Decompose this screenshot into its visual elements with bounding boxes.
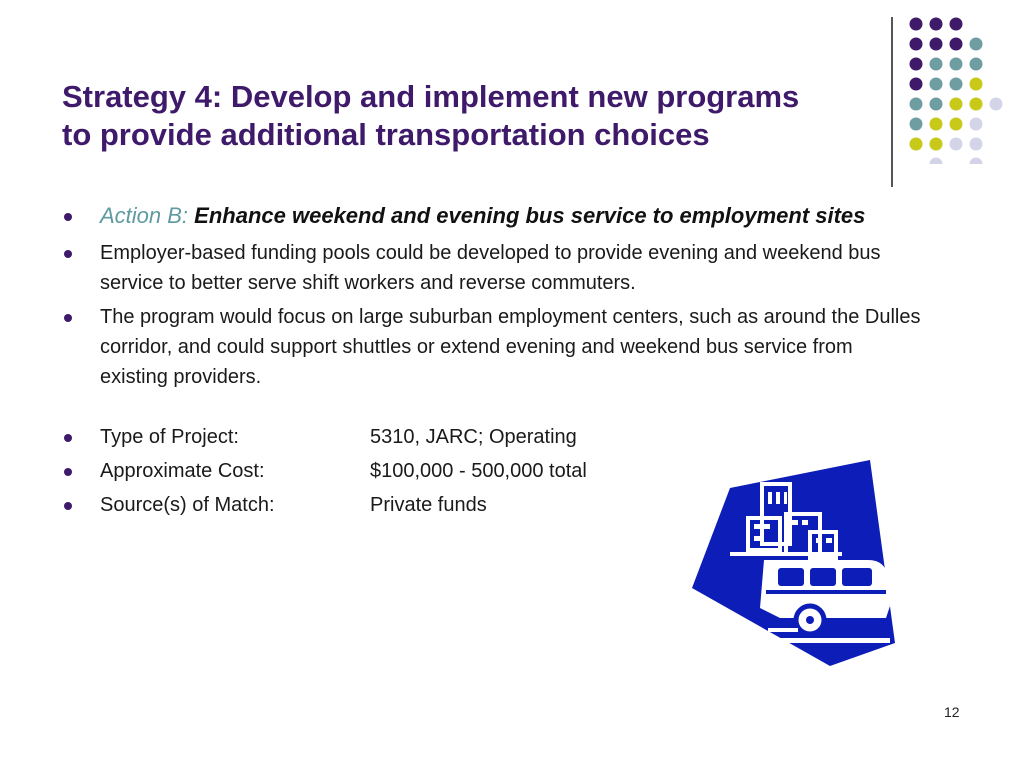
bullet-dot-icon — [64, 434, 72, 442]
slide-title-line-2: to provide additional transportation choices — [62, 117, 710, 152]
bullet-text: The program would focus on large suburban employment centers, such as around the Dulles corridor, and could support shuttles or extend evening and weekend bus service from existing providers. — [100, 306, 921, 388]
bullet-text: Employer-based funding pools could be developed to provide evening and weekend bus service to better serve shift workers and reverse commuters. — [100, 242, 881, 294]
detail-value: 5310, JARC; Operating — [370, 426, 577, 448]
slide-title — [62, 78, 882, 154]
detail-label: Type of Project: — [100, 426, 239, 448]
bullet-dot-icon — [64, 502, 72, 510]
action-label: Action B: — [100, 203, 189, 228]
city-bus-clipart-icon — [690, 458, 905, 668]
detail-value: $100,000 - 500,000 total — [370, 460, 587, 482]
page-number: 12 — [944, 704, 960, 720]
bullet-dot-icon — [64, 250, 72, 258]
slide-title-line-1: Strategy 4: Develop and implement new programs — [62, 79, 800, 114]
bullet-item — [62, 302, 922, 392]
bullet-item — [62, 238, 922, 298]
bullet-dot-icon — [64, 213, 72, 221]
bullet-dot-icon — [64, 468, 72, 476]
bullet-dot-icon — [64, 314, 72, 322]
action-text: Enhance weekend and evening bus service to employment sites — [194, 203, 866, 228]
detail-label: Source(s) of Match: — [100, 494, 275, 516]
vertical-divider — [891, 17, 893, 187]
dot-grid-decoration-icon — [902, 14, 1012, 164]
list-spacer — [62, 396, 922, 422]
detail-label: Approximate Cost: — [100, 460, 265, 482]
detail-item-type — [62, 422, 922, 452]
bullet-action — [62, 200, 922, 232]
detail-value: Private funds — [370, 494, 487, 516]
